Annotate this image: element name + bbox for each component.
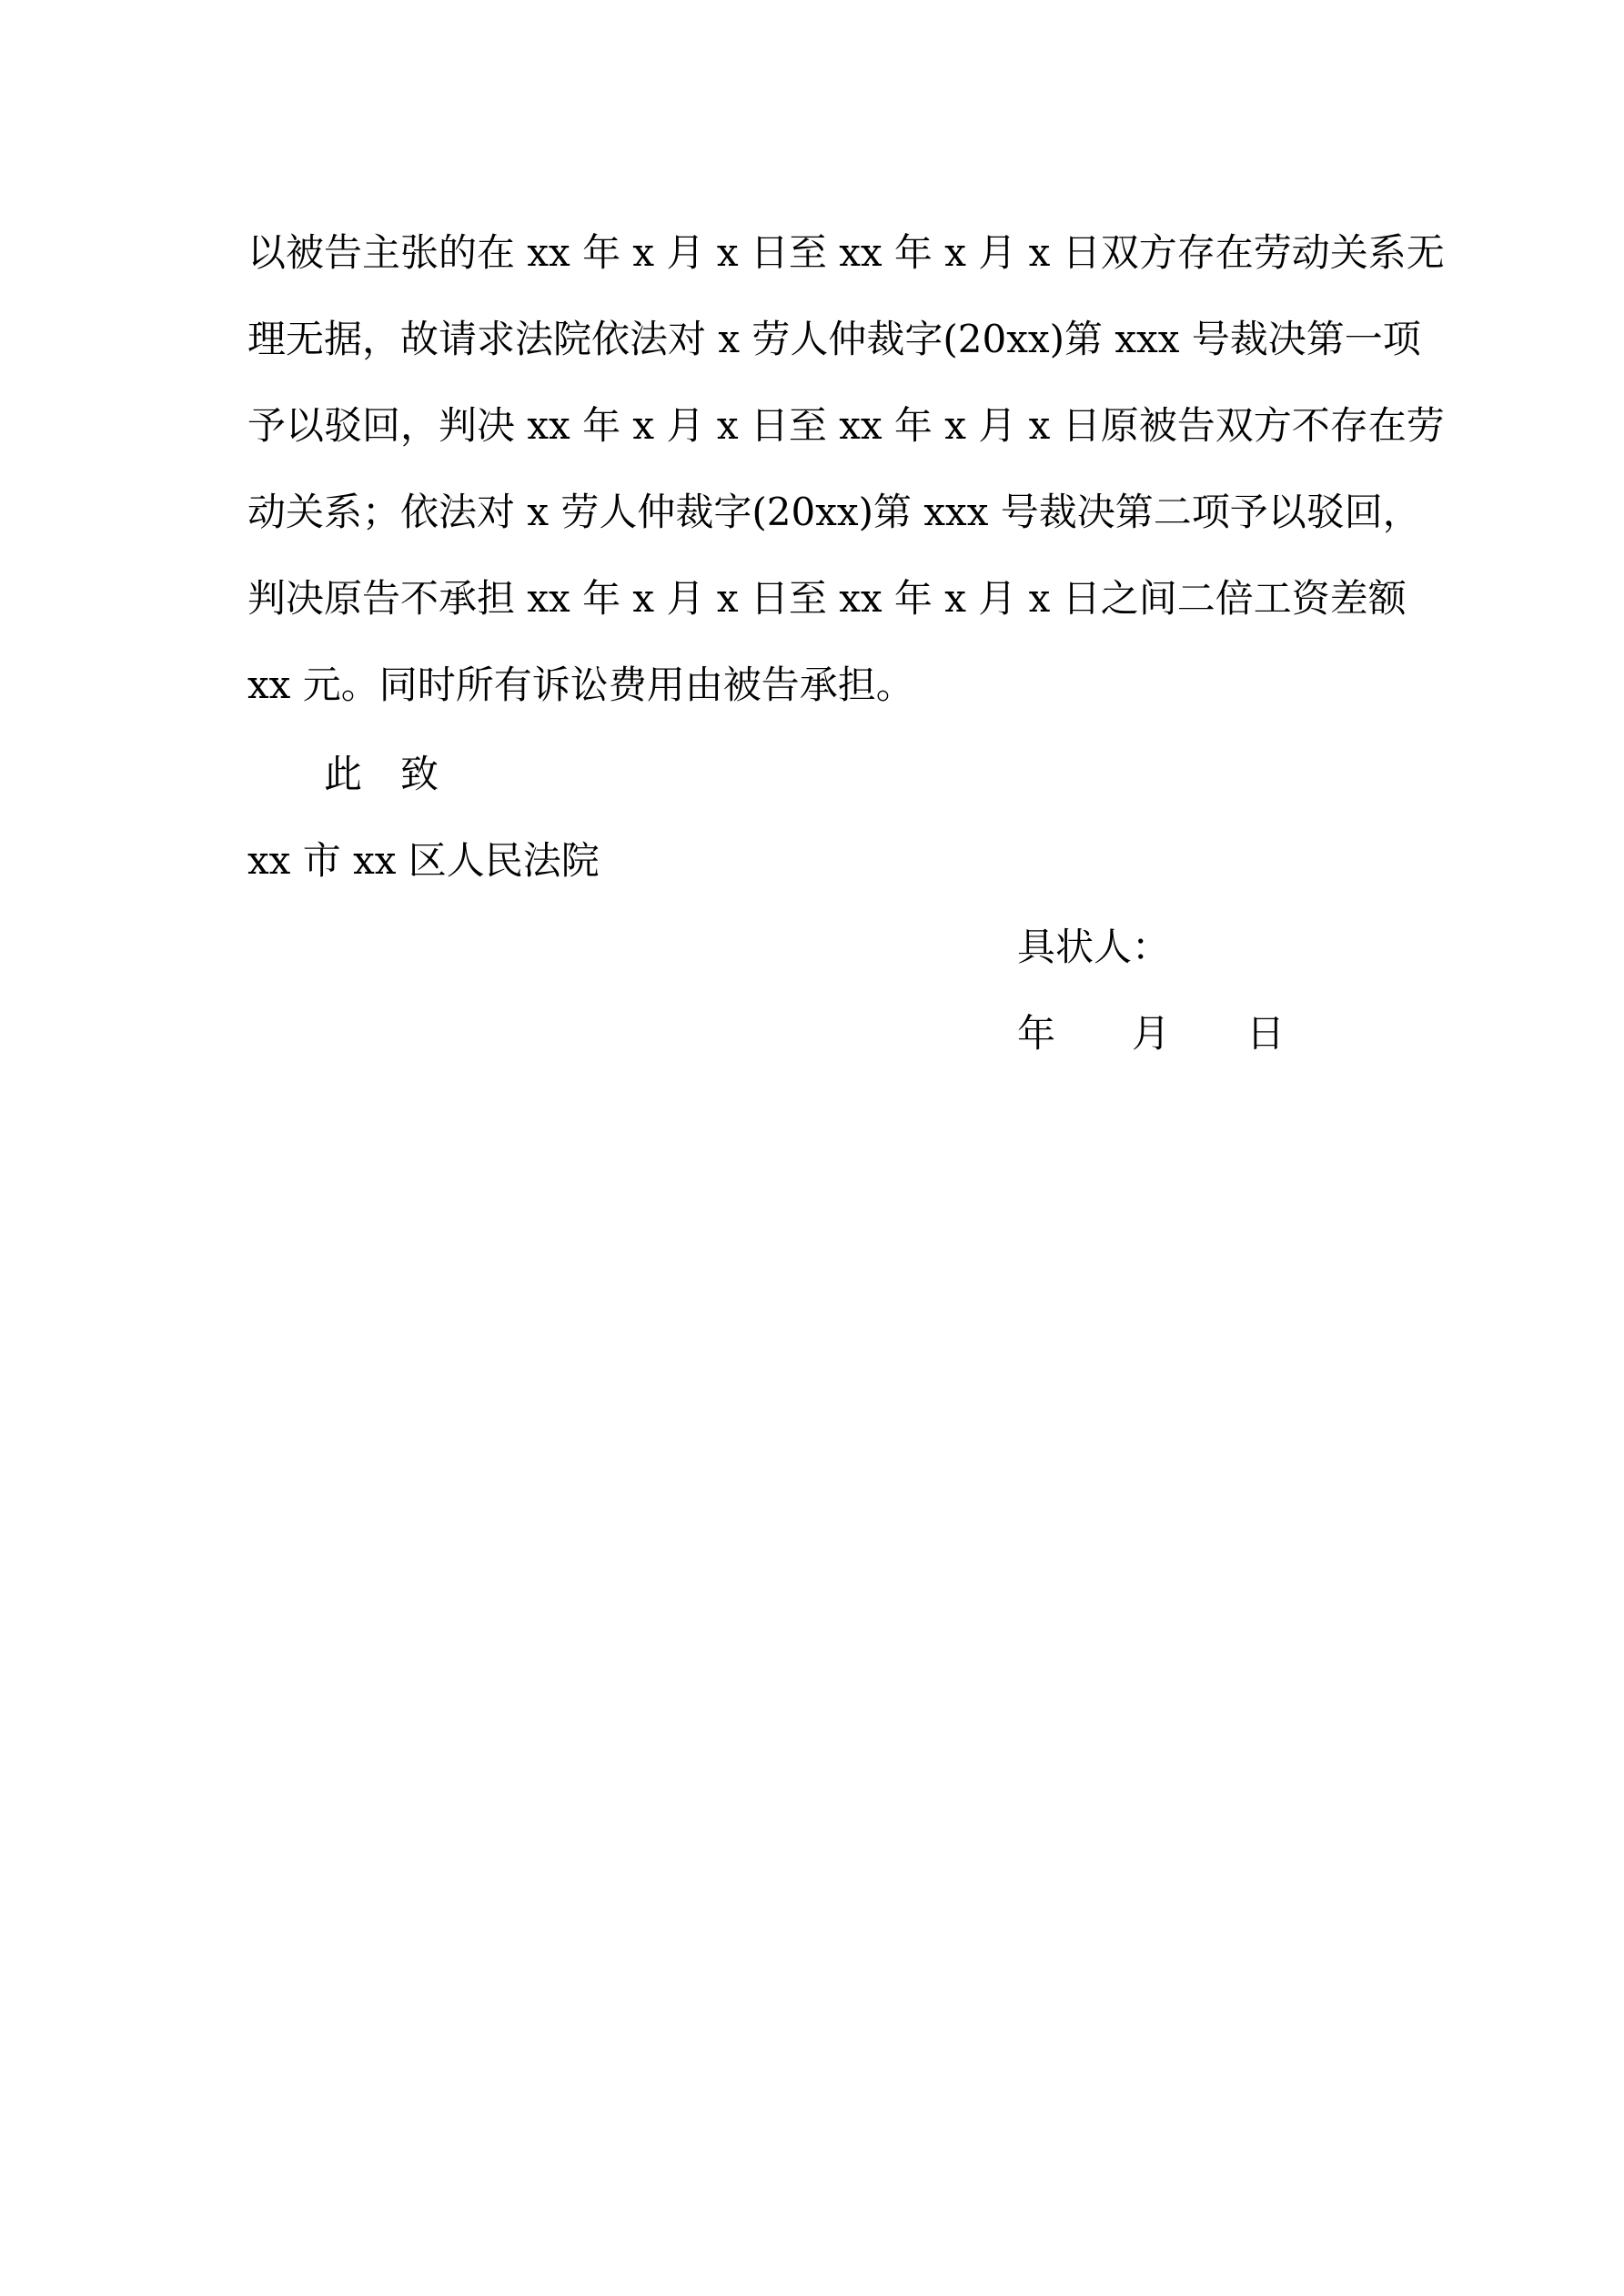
body-line-2: 理无据，故请求法院依法对 x 劳人仲裁字(20xx)第 xxx 号裁决第一项 bbox=[247, 317, 1421, 361]
signer-label: 具状人： bbox=[1017, 925, 1171, 969]
recipient-court: xx 市 xx 区人民法院 bbox=[247, 838, 600, 883]
body-line-3: 予以驳回，判决 xx 年 x 月 x 日至 xx 年 x 月 x 日原被告双方不存在劳 bbox=[247, 403, 1445, 448]
signature-date: 年 月 日 bbox=[1017, 1011, 1286, 1056]
body-line-1: 以被告主张的在 xx 年 x 月 x 日至 xx 年 x 月 x 日双方存在劳动关系无 bbox=[247, 230, 1445, 275]
closing-salutation: 此 致 bbox=[324, 752, 439, 796]
body-line-6: xx 元。同时所有诉讼费用由被告承担。 bbox=[247, 663, 914, 707]
body-line-4: 动关系；依法对 x 劳人仲裁字(20xx)第 xxx 号裁决第二项予以驳回， bbox=[247, 490, 1421, 534]
body-line-5: 判决原告不承担 xx 年 x 月 x 日至 xx 年 x 月 x 日之间二倍工资差额 bbox=[247, 576, 1407, 621]
complaint-body-paragraph bbox=[247, 209, 1445, 728]
